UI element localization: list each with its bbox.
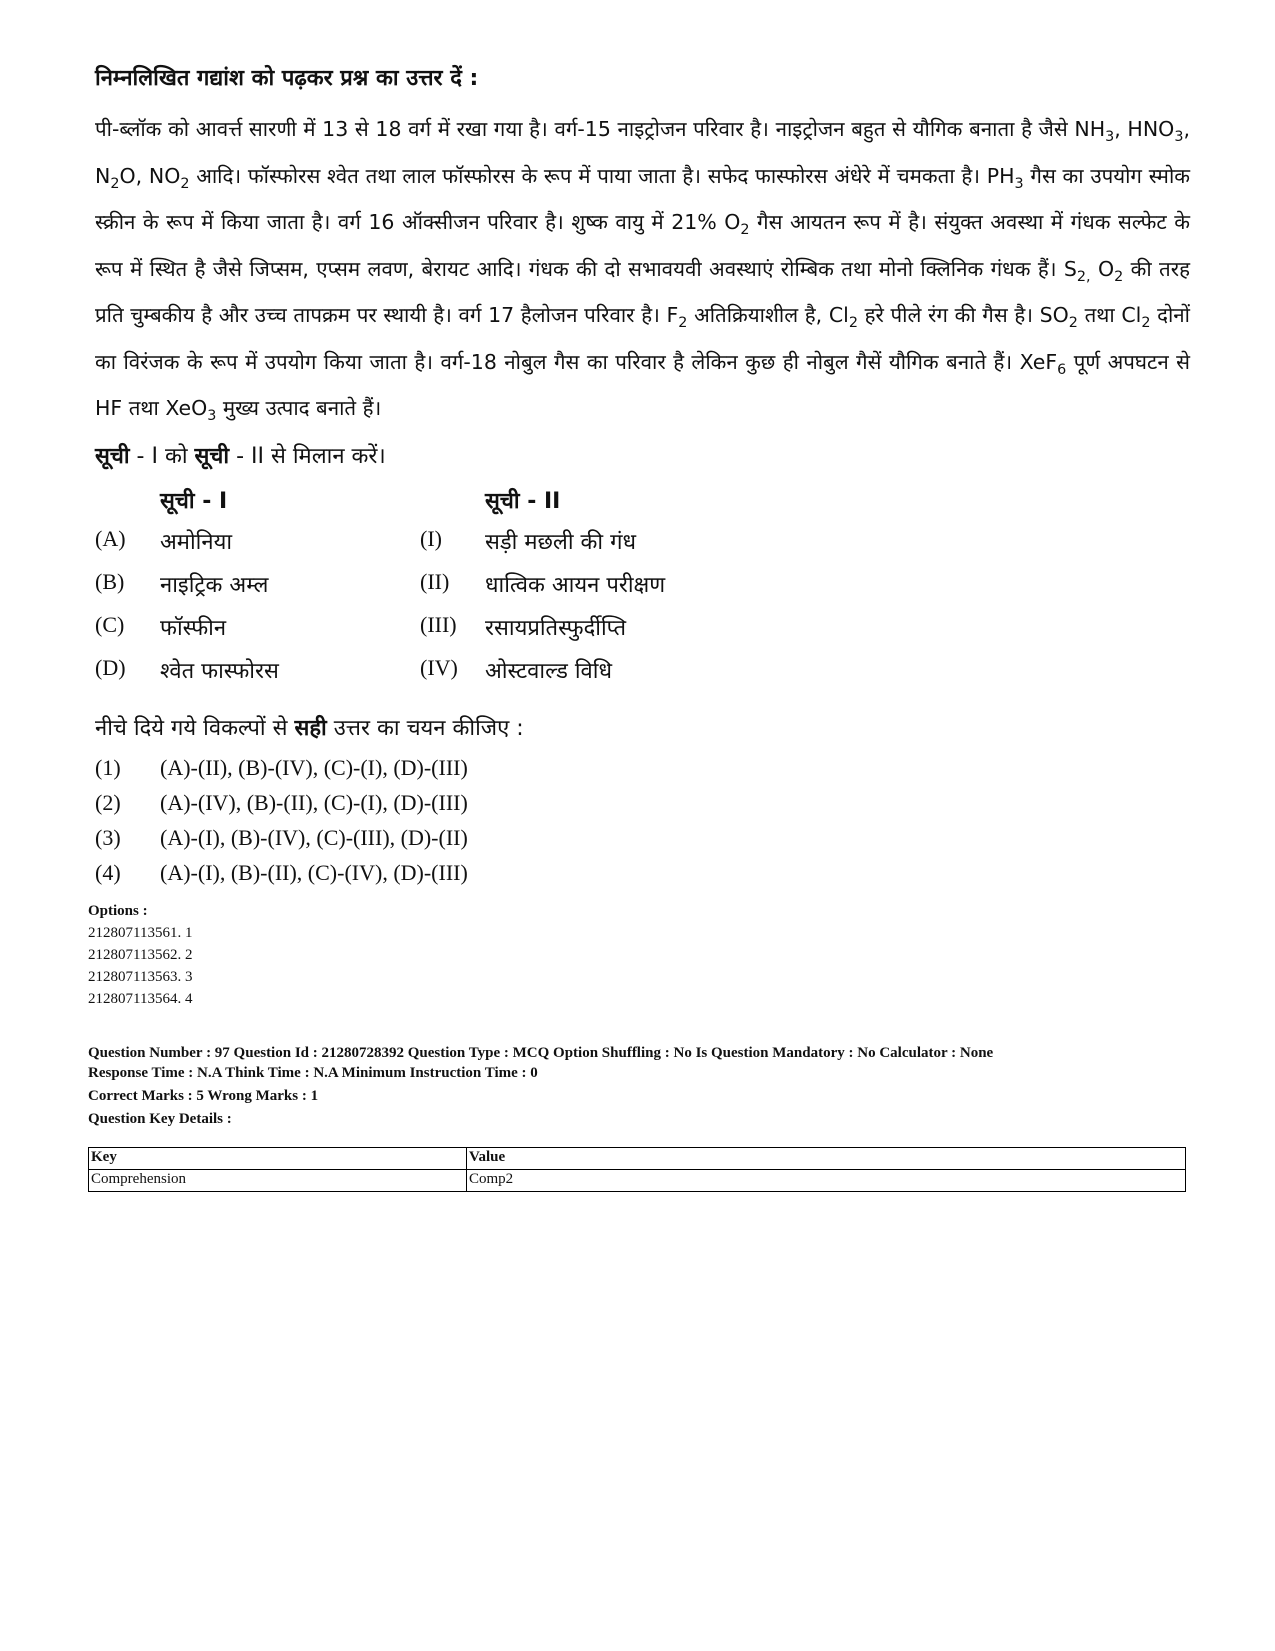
table-cell: Comprehension xyxy=(89,1170,467,1192)
list-2-item: ओस्टवाल्ड विधि xyxy=(485,659,613,684)
subscript: 2 xyxy=(1141,315,1151,332)
list-1-item: श्वेत फास्फोरस xyxy=(160,659,279,684)
prompt-text: नीचे दिये गये विकल्पों से xyxy=(95,716,295,741)
list-2-label: (IV) xyxy=(420,655,458,680)
choice-number: (2) xyxy=(95,790,121,815)
list-1-item: नाइट्रिक अम्ल xyxy=(160,573,269,598)
question-info-line-1: Question Number : 97 Question Id : 21280728392 Question Type : MCQ Option Shuffling : No Is Question Mandatory : No Calculator : None xyxy=(88,1045,994,1061)
subscript: 2 xyxy=(1068,315,1078,332)
marks-info: Correct Marks : 5 Wrong Marks : 1 xyxy=(88,1088,319,1104)
subscript: 3 xyxy=(1105,129,1115,146)
list-1-item: फॉस्फीन xyxy=(160,616,227,641)
table-cell: Comp2 xyxy=(467,1170,1186,1192)
subscript: 2 xyxy=(110,175,120,192)
passage-text: पूर्ण अपघटन से HF तथा XeO xyxy=(95,349,1190,420)
passage-text: हरे पीले रंग की गैस है। SO xyxy=(857,303,1069,327)
key-details-label: Question Key Details : xyxy=(88,1111,232,1127)
choice-text: (A)-(I), (B)-(IV), (C)-(III), (D)-(II) xyxy=(160,825,468,850)
subscript: 2 xyxy=(180,175,190,192)
list-2-label: (II) xyxy=(420,569,450,594)
passage-text: पी-ब्लॉक को आवर्त्त सारणी में 13 से 18 वर्ग में रखा गया है। वर्ग-15 नाइट्रोजन परिवार है। नाइट्रोजन बहुत से यौगिक बनाता है जैसे NH xyxy=(95,117,1106,141)
passage-text: दोनों का विरंजक के रूप में उपयोग किया जाता है। वर्ग-18 नोबुल गैस का परिवार है लेकिन कुछ ही नोबुल गैसें यौगिक बनाते हैं। XeF xyxy=(95,303,1190,374)
match-instruction xyxy=(95,440,386,470)
prompt-emphasis: सही xyxy=(294,716,327,741)
list-1-label: (B) xyxy=(95,569,125,594)
choice-text: (A)-(II), (B)-(IV), (C)-(I), (D)-(III) xyxy=(160,755,468,780)
subscript: 2 xyxy=(1114,268,1124,285)
instruction-text: - II xyxy=(229,444,264,469)
subscript: 2 xyxy=(678,315,688,332)
subscript: 2 xyxy=(848,315,858,332)
passage-text: , HNO xyxy=(1114,117,1175,141)
passage-text: की तरह प्रति चुम्बकीय है और उच्च तापक्रम पर स्थायी है। वर्ग 17 हैलोजन परिवार है। F xyxy=(95,256,1190,327)
option-id: 212807113562. 2 xyxy=(88,947,193,963)
subscript: 3 xyxy=(1174,129,1184,146)
list-1-label: (A) xyxy=(95,526,126,551)
passage-heading: निम्नलिखित गद्यांश को पढ़कर प्रश्न का उत्तर दें : xyxy=(95,66,479,91)
list-2-item: रसायप्रतिस्फुर्दीप्ति xyxy=(485,616,626,641)
question-info-line-2: Response Time : N.A Think Time : N.A Minimum Instruction Time : 0 xyxy=(88,1065,538,1081)
instruction-text: से मिलान करें। xyxy=(264,444,386,469)
comprehension-passage xyxy=(95,110,1190,436)
choice-text: (A)-(IV), (B)-(II), (C)-(I), (D)-(III) xyxy=(160,790,468,815)
option-id: 212807113561. 1 xyxy=(88,925,193,941)
passage-text: आदि। फॉस्फोरस श्वेत तथा लाल फॉस्फोरस के रूप में पाया जाता है। सफेद फास्फोरस अंधेरे में चमकता है। PH xyxy=(189,163,1015,188)
table-header-cell: Key xyxy=(89,1148,467,1170)
list-1-item: अमोनिया xyxy=(160,530,233,555)
choose-prompt xyxy=(95,712,524,742)
subscript: 2, xyxy=(1076,268,1091,285)
subscript: 2 xyxy=(740,222,750,239)
list-word: सूची xyxy=(194,444,230,469)
choice-text: (A)-(I), (B)-(II), (C)-(IV), (D)-(III) xyxy=(160,860,468,885)
passage-text: गैस आयतन रूप में है। संयुक्त अवस्था में गंधक सल्फेट के रूप में स्थित है जैसे जिप्सम, एप्सम लवण, बेरायट आदि। गंधक की दो सभावयवी अवस्थाएं रोम्बिक तथा मोनो क्लिनिक गंधक हैं। S xyxy=(95,210,1191,281)
list-1-header: सूची - I xyxy=(160,489,228,514)
passage-text: , N xyxy=(95,117,1190,188)
passage-text: अतिक्रियाशील है, Cl xyxy=(687,303,849,327)
table-row xyxy=(89,1170,1186,1192)
choice-number: (3) xyxy=(95,825,121,850)
instruction-text: - I को xyxy=(129,444,195,469)
passage-text: O xyxy=(1090,256,1115,281)
passage-text: गैस का उपयोग स्मोक स्क्रीन के रूप में किया जाता है। वर्ग 16 ऑक्सीजन परिवार है। शुष्क वायु में 21% O xyxy=(95,163,1190,234)
list-1-label: (C) xyxy=(95,612,125,637)
table-header-row xyxy=(89,1148,1186,1170)
list-2-header: सूची - II xyxy=(485,489,561,514)
subscript: 3 xyxy=(207,408,217,425)
passage-text: मुख्य उत्पाद बनाते हैं। xyxy=(216,396,382,420)
option-id: 212807113564. 4 xyxy=(88,991,193,1007)
list-word: सूची xyxy=(95,444,130,469)
list-2-label: (III) xyxy=(420,612,457,637)
options-label: Options : xyxy=(88,903,148,919)
list-1-label: (D) xyxy=(95,655,126,680)
subscript: 3 xyxy=(1014,175,1024,192)
table-header-cell: Value xyxy=(467,1148,1186,1170)
choice-number: (4) xyxy=(95,860,121,885)
subscript: 6 xyxy=(1057,361,1067,378)
choice-number: (1) xyxy=(95,755,121,780)
list-2-label: (I) xyxy=(420,526,442,551)
list-2-item: धात्विक आयन परीक्षण xyxy=(485,573,666,598)
passage-text: O, NO xyxy=(119,163,181,188)
key-details-table xyxy=(88,1147,1186,1192)
option-id: 212807113563. 3 xyxy=(88,969,193,985)
prompt-text: उत्तर का चयन कीजिए : xyxy=(326,716,524,741)
list-2-item: सड़ी मछली की गंध xyxy=(485,530,637,555)
passage-text: तथा Cl xyxy=(1077,303,1142,327)
